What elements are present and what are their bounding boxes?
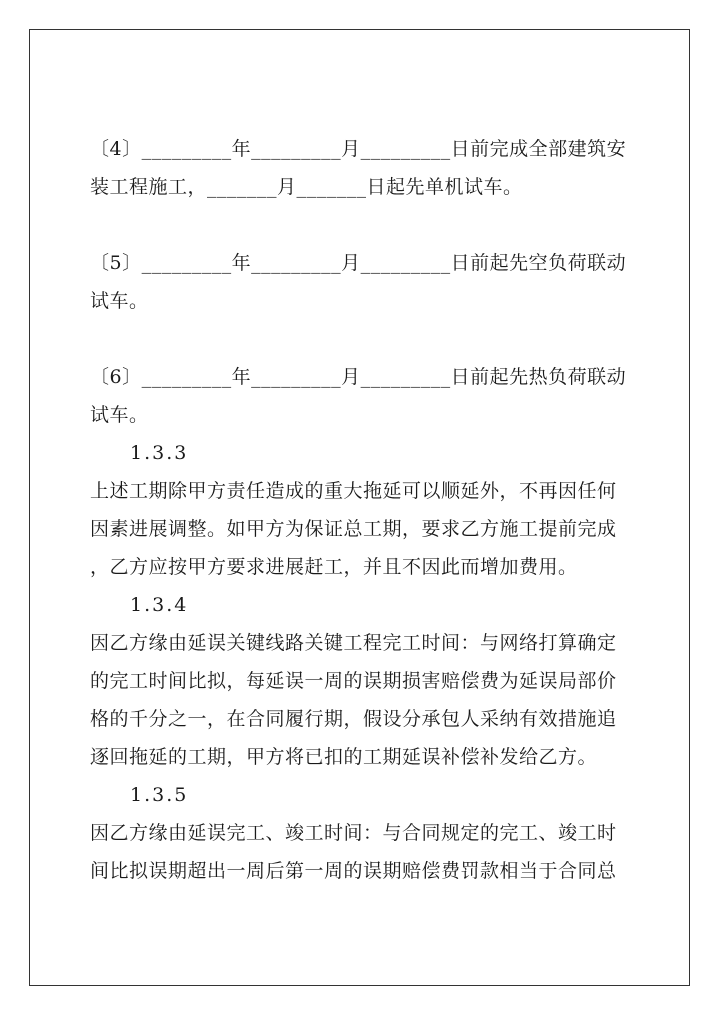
text-line: 〔5〕_________年_________月_________日前起先空负荷联动 xyxy=(90,252,627,274)
text-line: 因乙方缘由延误关键线路关键工程完工时间：与网络打算确定 xyxy=(90,632,617,654)
text-line: 装工程施工，_______月_______日起先单机试车。 xyxy=(90,176,523,198)
text-line: 试车。 xyxy=(90,404,149,426)
section-number: 1.3.4 xyxy=(130,594,189,616)
spacer xyxy=(90,320,620,358)
text-line: 上述工期除甲方责任造成的重大拖延可以顺延外，不再因任何 xyxy=(90,480,617,502)
item-4 xyxy=(90,130,627,206)
text-line: 的完工时间比拟，每延误一周的误期损害赔偿费为延误局部价 xyxy=(90,670,617,692)
section-number: 1.3.3 xyxy=(130,442,189,464)
text-line: 间比拟误期超出一周后第一周的误期赔偿费罚款相当于合同总 xyxy=(90,860,617,882)
text-line: 逐回拖延的工期，甲方将已扣的工期延误补偿补发给乙方。 xyxy=(90,746,598,768)
section-1-3-4 xyxy=(90,586,620,776)
text-line: 因素进展调整。如甲方为保证总工期，要求乙方施工提前完成 xyxy=(90,518,617,540)
text-line: 〔4〕_________年_________月_________日前完成全部建筑安 xyxy=(90,138,627,160)
section-1-3-3 xyxy=(90,434,620,586)
spacer xyxy=(90,206,620,244)
document-body xyxy=(90,130,627,890)
text-line: 试车。 xyxy=(90,290,149,312)
text-line: 〔6〕_________年_________月_________日前起先热负荷联动 xyxy=(90,366,627,388)
section-number: 1.3.5 xyxy=(130,784,189,806)
text-line: 因乙方缘由延误完工、竣工时间：与合同规定的完工、竣工时 xyxy=(90,822,617,844)
section-1-3-5 xyxy=(90,776,620,890)
item-6 xyxy=(90,358,627,434)
text-line: 格的千分之一，在合同履行期，假设分承包人采纳有效措施追 xyxy=(90,708,617,730)
text-line: ，乙方应按甲方要求进展赶工，并且不因此而增加费用。 xyxy=(90,556,578,578)
item-5 xyxy=(90,244,627,320)
